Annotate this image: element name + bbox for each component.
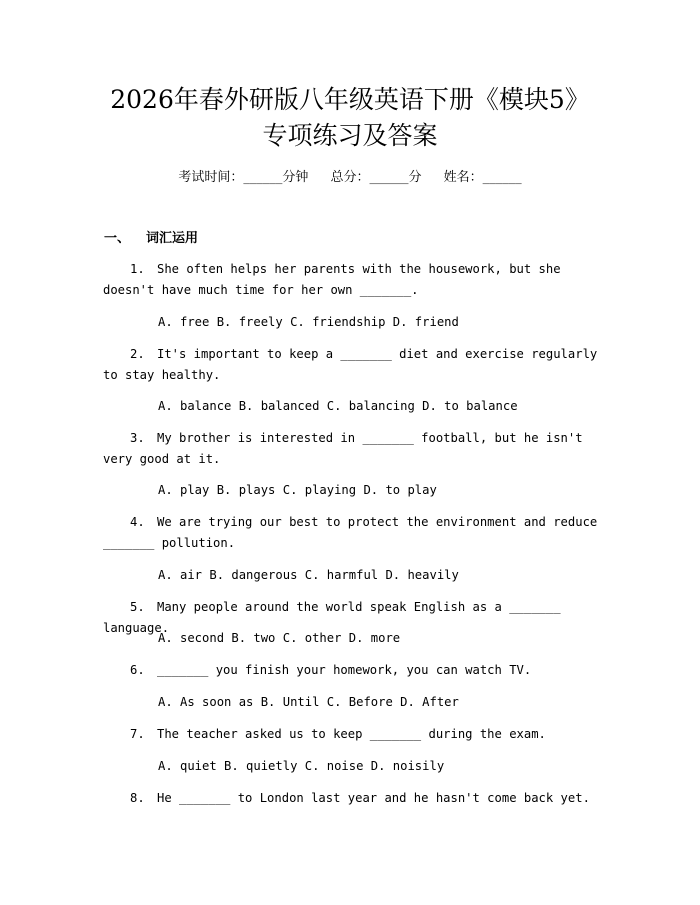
question-number: 1.: [130, 262, 145, 276]
question: [103, 259, 599, 300]
exam-time-field: 考试时间：______分钟: [178, 170, 309, 185]
section-title: 词汇运用: [146, 231, 199, 246]
question-number: 2.: [130, 347, 145, 361]
question: [103, 660, 599, 681]
question: [103, 344, 599, 385]
question-options: A. quiet B. quietly C. noise D. noisily: [158, 759, 445, 773]
question-options: A. air B. dangerous C. harmful D. heavily: [158, 568, 459, 582]
question-number: 7.: [130, 727, 145, 741]
question-options: A. second B. two C. other D. more: [158, 631, 401, 645]
page-title: 2026年春外研版八年级英语下册《模块5》: [110, 85, 590, 114]
question: [103, 788, 599, 809]
question-text: Many people around the world speak English as a _______ language.: [103, 600, 561, 635]
question-number: 3.: [130, 431, 145, 445]
question: [103, 512, 599, 553]
question-options: A. balance B. balanced C. balancing D. to balance: [158, 399, 518, 413]
exam-info: [0, 169, 700, 187]
question-text: We are trying our best to protect the environment and reduce _______ pollution.: [103, 515, 598, 550]
question-number: 8.: [130, 791, 145, 805]
question: [103, 724, 599, 745]
question: [103, 428, 599, 469]
question-number: 4.: [130, 515, 145, 529]
question-text: The teacher asked us to keep _______ during the exam.: [157, 727, 546, 741]
section-heading: [104, 230, 198, 248]
question-text: She often helps her parents with the housework, but she doesn't have much time for her own _______.: [103, 262, 561, 297]
question-text: My brother is interested in _______ football, but he isn't very good at it.: [103, 431, 583, 466]
section-number: 一、: [104, 231, 131, 246]
question-options: A. play B. plays C. playing D. to play: [158, 483, 437, 497]
question-text: He _______ to London last year and he hasn't come back yet.: [157, 791, 590, 805]
question-options: A. As soon as B. Until C. Before D. After: [158, 695, 459, 709]
question-number: 5.: [130, 600, 145, 614]
question-number: 6.: [130, 663, 145, 677]
question-options: A. free B. freely C. friendship D. friend: [158, 315, 459, 329]
student-name-field: 姓名：______: [443, 170, 522, 185]
question-text: It's important to keep a _______ diet and exercise regularly to stay healthy.: [103, 347, 598, 382]
total-score-field: 总分：______分: [330, 170, 422, 185]
question-text: _______ you finish your homework, you can watch TV.: [157, 663, 532, 677]
page-subtitle: 专项练习及答案: [262, 121, 438, 150]
